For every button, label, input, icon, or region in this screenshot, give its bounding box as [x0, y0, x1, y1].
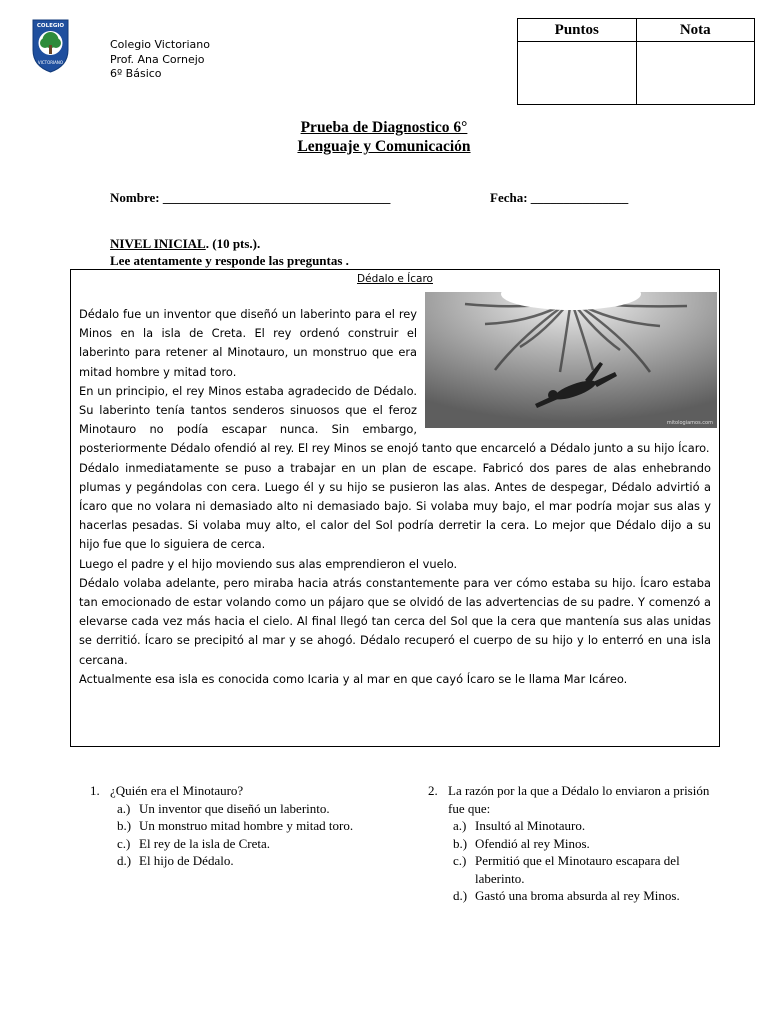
points-header: Puntos: [518, 19, 637, 42]
answer-option[interactable]: b.) Ofendió al rey Minos.: [453, 835, 590, 851]
answer-option[interactable]: a.) Un inventor que diseñó un laberinto.: [117, 800, 330, 816]
answer-option[interactable]: c.) Permitió que el Minotauro escapara del laberinto.: [453, 853, 680, 886]
paragraph: Dédalo volaba adelante, pero miraba hacia atrás constantemente para ver cómo estaba su hijo. Ícaro estaba tan emocionado de estar volando como un pájaro que se olvidó de las advertencias de su padre. Y comenzó a elevarse cada vez más hacia el cielo. Al final llegó tan cerca del Sol que la cera que mantenía sus alas unidas se derritió. Ícaro se precipitó al mar y se ahogó. Dédalo recuperó el cuerpo de su hijo y lo enterró en una isla cercana.: [79, 575, 711, 667]
school-logo: [6, 16, 96, 76]
answer-option[interactable]: a.) Insultó al Minotauro.: [453, 818, 586, 833]
paragraph: Dédalo inmediatamente se puso a trabajar en un plan de escape. Fabricó dos pares de alas enhebrando plumas y pegándolas con cera. Luego él y su hijo se pusieron las alas. Antes de despegar, Dédalo advirtió a Ícaro que no volara ni demasiado alto ni demasiado bajo. Si volaba muy bajo, el mar podría mojar sus alas y hacerlas pesadas. Si volaba muy alto, el calor del Sol podría derretir la cera. Lo mejor que Dédalo dijo a su hijo fue que lo siguiera de cerca.: [79, 460, 711, 552]
score-table: [517, 18, 755, 105]
logo-text-top: COLEGIO: [36, 23, 65, 29]
paragraph: Dédalo fue un inventor que diseñó un laberinto para el rey Minos en la isla de Creta. El rey ordenó construir el laberinto para retener al Minotauro, un monstruo que era mitad hombre y mitad toro.: [79, 307, 417, 379]
paragraph: En un principio, el rey Minos estaba agradecido de Dédalo. Su laberinto tenía tantos senderos sinuosos que el feroz Minotauro no podía escapar nunca. Sin embargo, posteriormente Dédalo ofendió al rey. El rey Minos se enojó tanto que encarceló a Dédalo junto a su hijo Ícaro.: [79, 383, 710, 456]
reading-text: [79, 305, 711, 689]
level-label: NIVEL INICIAL: [110, 236, 206, 251]
grade-cell[interactable]: [636, 42, 755, 105]
question-text: ¿Quién era el Minotauro?: [110, 783, 244, 798]
answer-option[interactable]: c.) El rey de la isla de Creta.: [117, 835, 271, 851]
question-2: [428, 782, 728, 905]
answer-option[interactable]: d.) Gastó una broma absurda al rey Minos.: [453, 888, 680, 903]
image-credit: mitologiamos.com: [666, 420, 713, 426]
school-name: Colegio Victoriano: [110, 38, 210, 51]
name-field[interactable]: Nombre: ___________________________________: [110, 190, 391, 205]
logo-text-bottom: VICTORIANO: [37, 60, 64, 65]
icarus-illustration: [425, 292, 717, 428]
answer-option[interactable]: d.) El hijo de Dédalo.: [117, 853, 234, 868]
reading-title: Dédalo e Ícaro: [357, 273, 433, 285]
paragraph: Luego el padre y el hijo moviendo sus alas emprendieron el vuelo.: [79, 556, 458, 571]
test-title: [0, 118, 768, 156]
answer-option[interactable]: b.) Un monstruo mitad hombre y mitad toro.: [117, 818, 354, 833]
student-fields: [110, 190, 629, 206]
title-line-1: Prueba de Diagnostico 6°: [300, 119, 468, 136]
title-line-2: Lenguaje y Comunicación: [297, 138, 471, 155]
question-number: 1.: [90, 783, 100, 798]
reading-box: [70, 269, 720, 747]
question-1: [90, 782, 380, 870]
school-info: [110, 38, 210, 82]
question-number: 2.: [428, 783, 438, 798]
question-text: La razón por la que a Dédalo lo enviaron a prisión fue que:: [448, 783, 710, 816]
instruction-text: Lee atentamente y responde las preguntas .: [110, 253, 349, 268]
level-points: . (10 pts.).: [205, 236, 261, 251]
grade-header: Nota: [636, 19, 755, 42]
grade-label: 6º Básico: [110, 67, 162, 80]
paragraph: Actualmente esa isla es conocida como Icaria y al mar en que cayó Ícaro se le llama Mar Icáreo.: [79, 671, 628, 686]
date-field[interactable]: Fecha: _______________: [490, 190, 629, 205]
teacher-name: Prof. Ana Cornejo: [110, 52, 205, 66]
section-header: [110, 235, 349, 269]
points-cell[interactable]: [518, 42, 637, 105]
